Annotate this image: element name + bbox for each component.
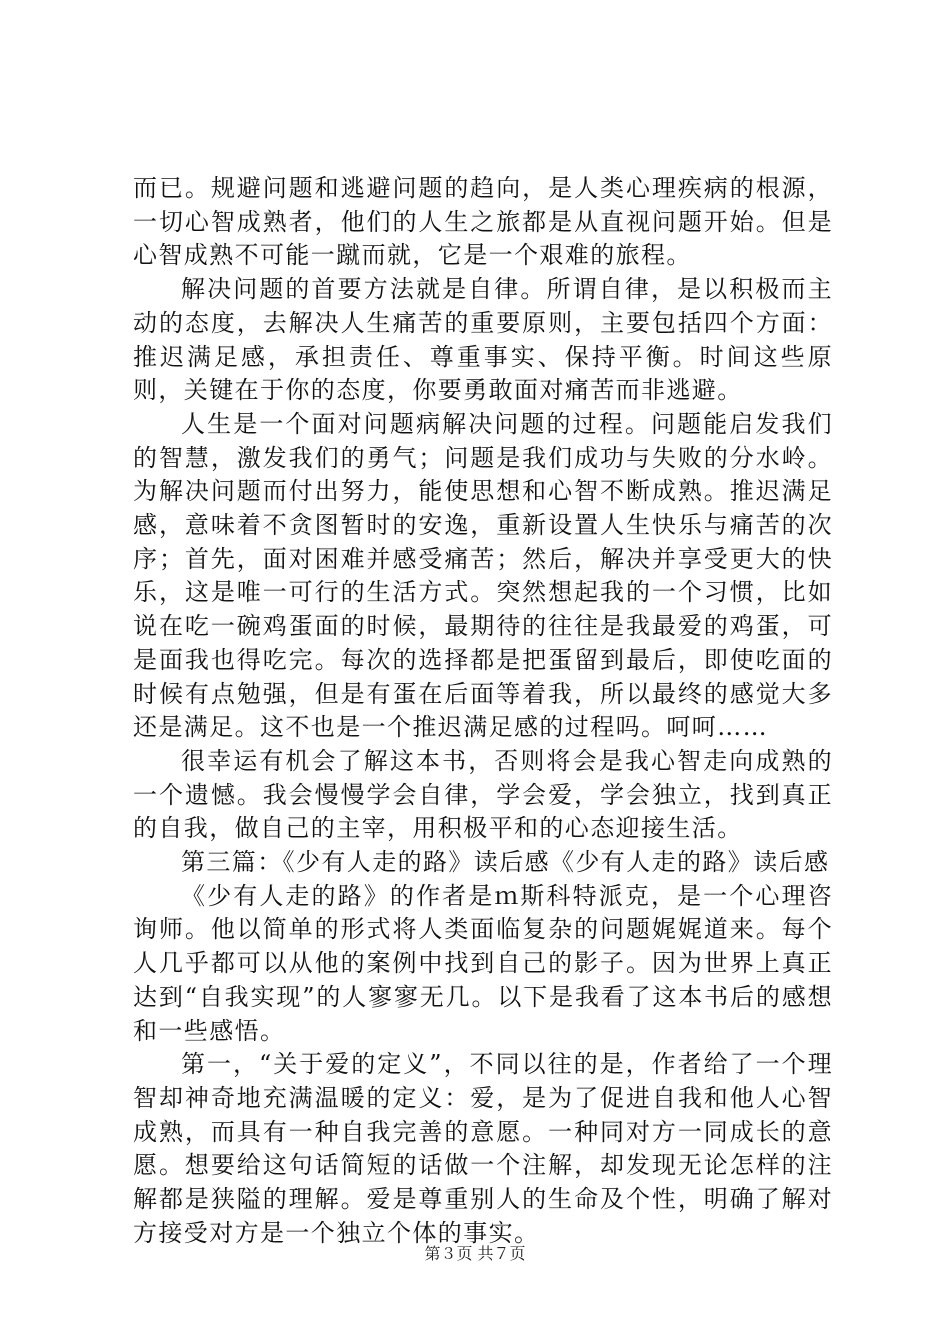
paragraph-introduction: 《少有人走的路》的作者是ｍ斯科特派克，是一个心理咨询师。他以简单的形式将人类面临复杂的问题娓娓道来。每个人几乎都可以从他的案例中找到自己的影子。因为世界上真正达到“自我实现”的人寥寥无几。以下是我看了这本书后的感想和一些感悟。 — [133, 881, 833, 1045]
document-body — [133, 172, 833, 1251]
paragraph-definition-of-love: 第一，“关于爱的定义”，不同以往的是，作者给了一个理智却神奇地充满温暖的定义：爱，是为了促进自我和他人心智成熟，而具有一种自我完善的意愿。一种同对方一同成长的意愿。想要给这句话简短的话做一个注解，却发现无论怎样的注解都是狭隘的理解。爱是尊重别人的生命及个性，明确了解对方接受对方是一个独立个体的事实。 — [133, 1050, 833, 1247]
page-number-footer: 第３页 共７页 — [424, 1244, 526, 1263]
paragraph-problem-solving: 人生是一个面对问题病解决问题的过程。问题能启发我们的智慧，激发我们的勇气；问题是我们成功与失败的分水岭。为解决问题而付出努力，能使思想和心智不断成熟。推迟满足感，意味着不贪图暂时的安逸，重新设置人生快乐与痛苦的次序；首先，面对困难并感受痛苦；然后，解决并享受更大的快乐，这是唯一可行的生活方式。突然想起我的一个习惯，比如说在吃一碗鸡蛋面的时候，最期待的往往是我最爱的鸡蛋，可是面我也得吃完。每次的选择都是把蛋留到最后，即使吃面的时候有点勉强，但是有蛋在后面等着我，所以最终的感觉大多还是满足。这不也是一个推迟满足感的过程吗。呵呵…… — [133, 409, 833, 742]
paragraph-self-discipline: 解决问题的首要方法就是自律。所谓自律，是以积极而主动的态度，去解决人生痛苦的重要原则，主要包括四个方面：推迟满足感，承担责任、尊重事实、保持平衡。时间这些原则，关键在于你的态度，你要勇敢面对痛苦而非逃避。 — [133, 275, 833, 405]
paragraph-gratitude: 很幸运有机会了解这本书，否则将会是我心智走向成熟的一个遗憾。我会慢慢学会自律，学会爱，学会独立，找到真正的自我，做自己的主宰，用积极平和的心态迎接生活。 — [133, 746, 833, 843]
section-heading: 第三篇：《少有人走的路》读后感《少有人走的路》读后感 — [181, 848, 830, 877]
paragraph-continuation: 而已。规避问题和逃避问题的趋向，是人类心理疾病的根源，一切心智成熟者，他们的人生之旅都是从直视问题开始。但是心智成熟不可能一蹴而就，它是一个艰难的旅程。 — [133, 174, 833, 270]
